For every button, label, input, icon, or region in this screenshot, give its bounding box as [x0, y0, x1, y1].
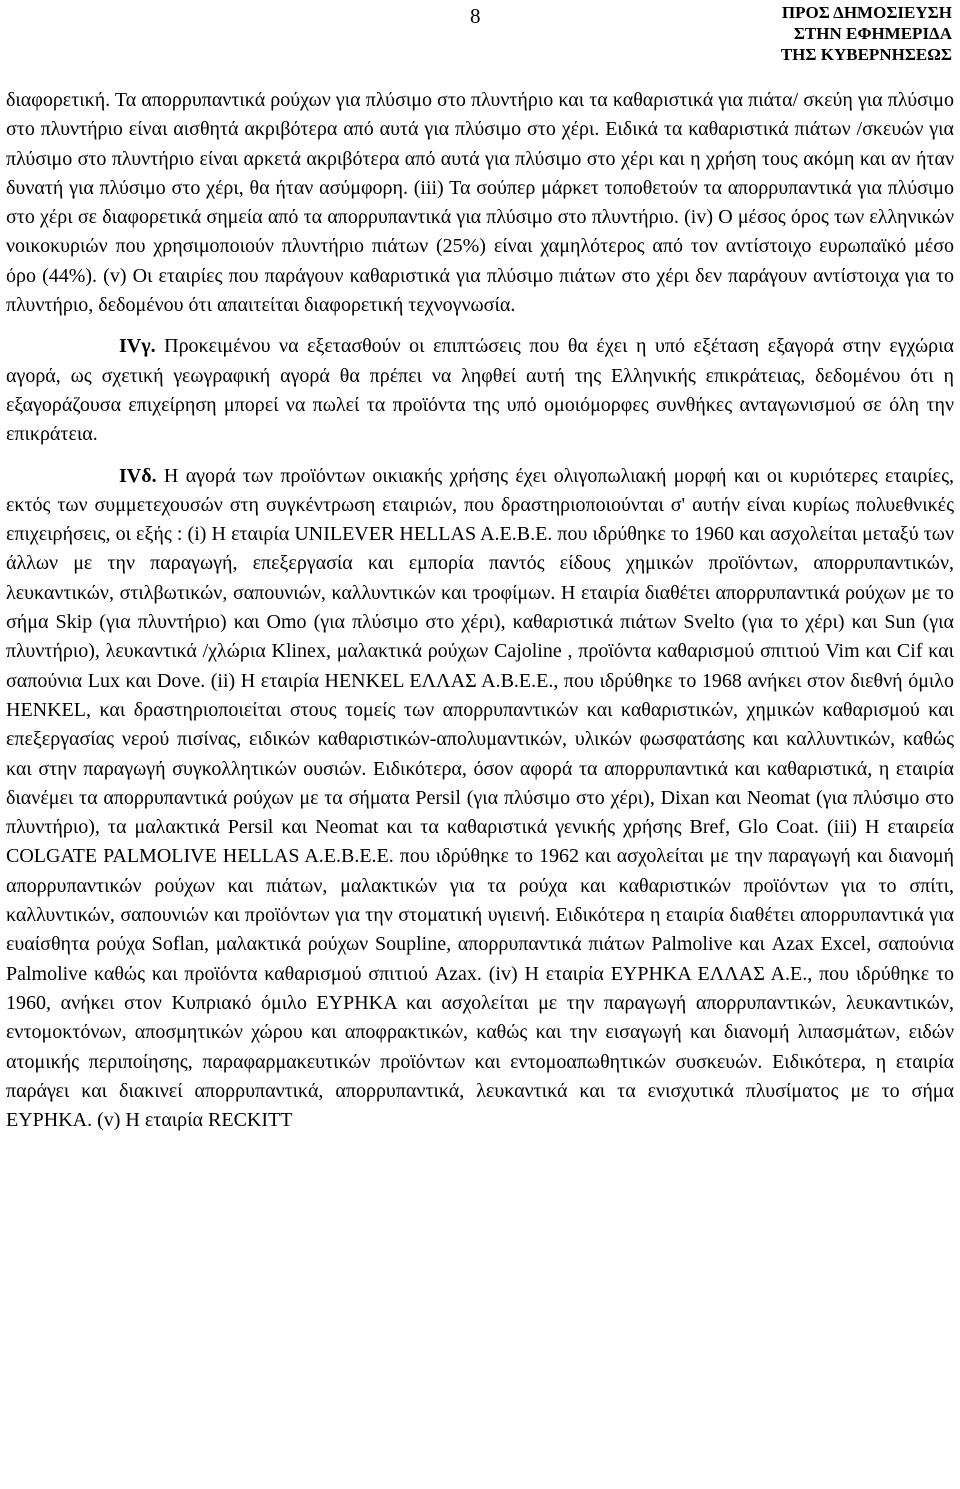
section-text-ivc: Προκειμένου να εξετασθούν οι επιπτώσεις που θα έχει η υπό εξέταση εξαγορά στην εγχώρια αγορά, ως σχετική γεωγραφική αγορά θα πρέπει να ληφθεί αυτή της Ελληνικής επικράτειας, δεδομένου ότι η εξαγοράζουσα επιχείρηση μπορεί να πωλεί τα προϊόντα της υπό ομοιόμορφες συνθήκες ανταγωνισμού σε όλη την επικράτεια. — [6, 335, 954, 446]
publication-header — [692, 2, 952, 65]
paragraph-continuation: διαφορετική. Τα απορρυπαντικά ρούχων για πλύσιμο στο πλυντήριο και τα καθαριστικά για πιάτα/ σκεύη για πλύσιμο στο πλυντήριο είναι αισθητά ακριβότερα από αυτά για πλύσιμο στο χέρι. Ειδικά τα καθαριστικά πιάτων /σκευών για πλύσιμο στο πλυντήριο είναι αρκετά ακριβότερα από αυτά για πλύσιμο στο χέρι και η χρήση τους ακόμη και αν ήταν δυνατή για πλύσιμο στο χέρι, θα ήταν ασύμφορη. (iii) Τα σούπερ μάρκετ τοποθετούν τα απορρυπαντικά για πλύσιμο στο χέρι σε διαφορετικά σημεία από τα απορρυπαντικά για πλύσιμο στο πλυντήριο. (iv) Ο μέσος όρος των ελληνικών νοικοκυριών που χρησιμοποιούν πλυντήριο πιάτων (25%) είναι χαμηλότερος από τον αντίστοιχο ευρωπαϊκό μέσο όρο (44%). (v) Οι εταιρίες που παράγουν καθαριστικά για πλύσιμο πιάτων στο χέρι δεν παράγουν αντίστοιχα για το πλυντήριο, δεδομένου ότι απαιτείται διαφορετική τεχνογνωσία. — [6, 89, 954, 317]
paragraph-section-ivc — [6, 332, 954, 449]
publication-header-line-2: ΣΤΗΝ ΕΦΗΜΕΡΙΔΑ — [793, 24, 952, 43]
body-text — [6, 86, 954, 1135]
paragraph-section-ivd — [6, 462, 954, 1136]
section-text-ivd: Η αγορά των προϊόντων οικιακής χρήσης έχει ολιγοπωλιακή μορφή και οι κυριότερες εταιρίες, εκτός των συμμετεχουσών στη συγκέντρωση εταιριών, που δραστηριοποιούνται σ' αυτήν είναι κυρίως πολυεθνικές επιχειρήσεις, οι εξής : (i) Η εταιρία UNILEVER HELLAS A.E.B.E. που ιδρύθηκε το 1960 και ασχολείται μεταξύ των άλλων με την παραγωγή, επεξεργασία και εμπορία παντός είδους χημικών προϊόντων, απορρυπαντικών, λευκαντικών, στιλβωτικών, σαπουνιών, καλλυντικών και τροφίμων. Η εταιρία διαθέτει απορρυπαντικά ρούχων με το σήμα Skip (για πλυντήριο) και Omo (για πλύσιμο στο χέρι), καθαριστικά πιάτων Svelto (για το χέρι) και Sun (για πλυντήριο), λευκαντικά /χλώρια Klinex, μαλακτικά ρούχων Cajoline , προϊόντα καθαρισμού σπιτιού Vim και Cif και σαπούνια Lux και Dove. (ii) Η εταιρία HENKEL ΕΛΛΑΣ Α.Β.Ε.Ε., που ιδρύθηκε το 1968 ανήκει στον διεθνή όμιλο HENKEL, και δραστηριοποιείται στους τομείς των απορρυπαντικών και καθαριστικών, χημικών καθαρισμού και επεξεργασίας νερού πισίνας, ειδικών καθαριστικών-απολυμαντικών, υλικών φωσφατάσης και καλλυντικών, καθώς και στην παραγωγή συγκολλητικών ουσιών. Ειδικότερα, όσον αφορά τα απορρυπαντικά και καθαριστικά, η εταιρία διανέμει τα απορρυπαντικά ρούχων με τα σήματα Persil (για πλύσιμο στο χέρι), Dixan και Neomat (για πλύσιμο στο πλυντήριο), τα μαλακτικά Persil και Neomat και τα καθαριστικά γενικής χρήσης Bref, Glo Coat. (iii) Η εταιρεία COLGATE PALMOLIVE HELLAS A.E.B.E.E. που ιδρύθηκε το 1962 και ασχολείται με την παραγωγή και διανομή απορρυπαντικών ρούχων και πιάτων, μαλακτικών για τα ρούχα και καθαριστικών προϊόντων για το σπίτι, καλλυντικών, σαπουνιών και προϊόντων για την στοματική υγιεινή. Ειδικότερα η εταιρία διαθέτει απορρυπαντικά για ευαίσθητα ρούχα Soflan, μαλακτικά ρούχων Soupline, απορρυπαντικά πιάτων Palmolive και Azax Excel, σαπούνια Palmolive καθώς και προϊόντα καθαρισμού σπιτιού Azax. (iv) Η εταιρία ΕΥΡΗΚΑ ΕΛΛΑΣ Α.Ε., που ιδρύθηκε το 1960, ανήκει στον Κυπριακό όμιλο ΕΥΡΗΚΑ και ασχολείται με την παραγωγή απορρυπαντικών, λευκαντικών, εντομοκτόνων, αποσμητικών χώρου και αποφρακτικών, καθώς και την εισαγωγή και διανομή λιπασμάτων, ειδών ατομικής περιποίησης, παραφαρμακευτικών προϊόντων και εντομοαπωθητικών συσκευών. Ειδικότερα, η εταιρία παράγει και διακινεί απορρυπαντικά, απορρυπαντικά, λευκαντικά και τα ενισχυτικά πλυσίματος με το σήμα ΕΥΡΗΚΑ. (v) Η εταιρία RECKITT — [6, 464, 954, 1132]
publication-header-line-1: ΠΡΟΣ ΔΗΜΟΣΙΕΥΣΗ — [781, 3, 952, 22]
section-label-ivd: IVδ. — [119, 464, 157, 487]
publication-header-line-3: ΤΗΣ ΚΥΒΕΡΝΗΣΕΩΣ — [780, 45, 952, 64]
section-label-ivc: IVγ. — [119, 335, 156, 358]
page-number: 8 — [470, 4, 481, 28]
